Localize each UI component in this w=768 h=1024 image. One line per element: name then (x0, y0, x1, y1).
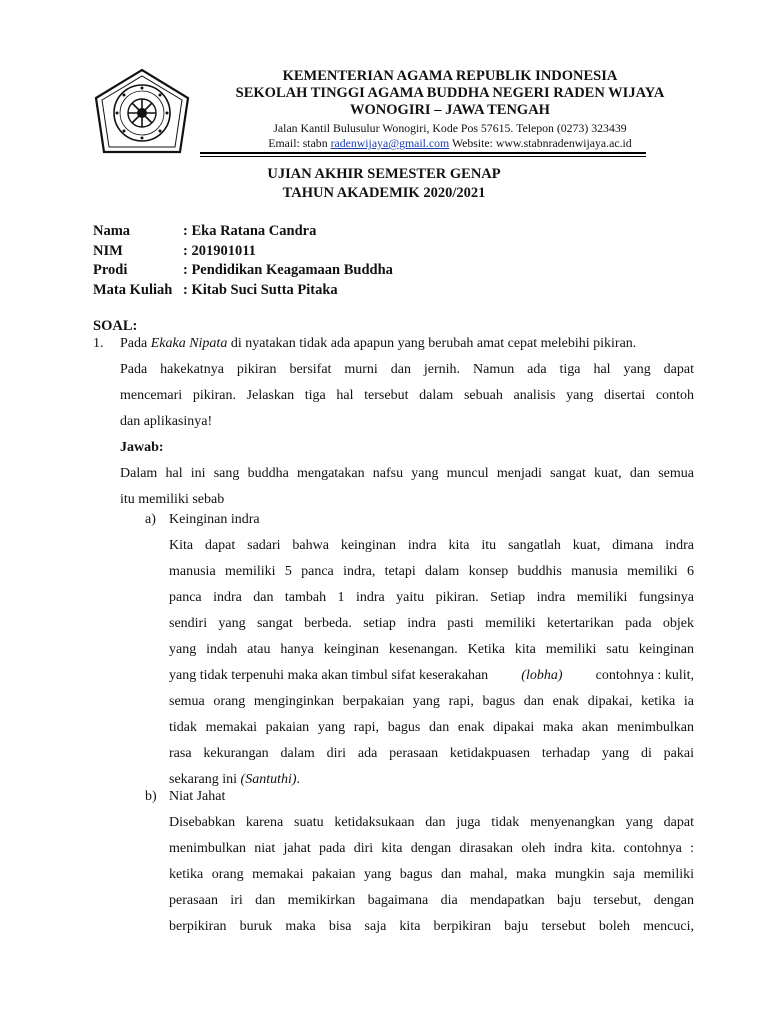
item-b-line: berpikiran buruk maka bisa saja kita berpikiran baju tersebut boleh mencuci, (169, 919, 694, 934)
email-link[interactable]: radenwijaya@gmail.com (330, 136, 450, 150)
item-a-line6-pre: yang tidak terpenuhi maka akan timbul sifat keserakahan (169, 668, 489, 683)
info-value: : Eka Ratana Candra (183, 223, 317, 239)
question-line: mencemari pikiran. Jelaskan tiga hal tersebut dalam sebuah analisis yang disertai contoh (120, 388, 694, 403)
letterhead (200, 68, 700, 151)
info-value: : Pendidikan Keagamaan Buddha (183, 262, 393, 278)
info-label: NIM (93, 242, 123, 259)
item-a-line: yang indah atau hanya keinginan kesenangan. Ketika kita memiliki satu keinginan (169, 642, 694, 657)
question-text-italic: Ekaka Nipata (150, 336, 228, 351)
answer-intro-line: Dalam hal ini sang buddha mengatakan nafsu yang muncul menjadi sangat kuat, dan semua (120, 466, 694, 481)
answer-label: Jawab: (120, 440, 164, 455)
item-a-last-italic: (Santuthi) (240, 772, 297, 787)
question-text (120, 331, 694, 513)
student-info (93, 222, 393, 300)
item-a-line (169, 663, 694, 689)
item-a (169, 507, 694, 793)
item-b-marker: b) (145, 789, 157, 804)
item-a-line: manusia memiliki 5 panca indra, tetapi dalam konsep buddhis manusia memiliki 6 (169, 564, 694, 579)
info-label: Prodi (93, 262, 128, 278)
exam-title-line2: TAHUN AKADEMIK 2020/2021 (282, 185, 486, 201)
item-a-title: Keinginan indra (169, 512, 260, 527)
info-value: : Kitab Suci Sutta Pitaka (183, 281, 338, 298)
info-label: Mata Kuliah (93, 281, 173, 298)
letterhead-rule-thin (200, 156, 646, 157)
institution-name: SEKOLAH TINGGI AGAMA BUDDHA NEGERI RADEN WIJAYA (235, 85, 665, 101)
item-a-line: Kita dapat sadari bahwa keinginan indra kita itu sangatlah kuat, dimana indra (169, 538, 694, 553)
item-a-line: sendiri yang sangat berbeda. setiap indra pasti memiliki ketertarikan pada objek (169, 616, 694, 631)
item-a-line6-italic: (lobha) (521, 668, 563, 683)
item-b-line: perasaan iri dan memikirkan bagaimana dia mendapatkan baju tersebut, dengan (169, 893, 694, 908)
answer-intro-line: itu memiliki sebab (120, 492, 225, 507)
website-text: Website: www.stabnradenwijaya.ac.id (449, 136, 632, 150)
info-row-nim (93, 242, 393, 262)
info-row-course (93, 281, 393, 301)
question-text-post: di nyatakan tidak ada apapun yang berubah amat cepat melebihi pikiran. (227, 336, 637, 351)
item-a-last-pre: sekarang ini (169, 772, 241, 787)
institution-address: Jalan Kantil Bulusulur Wonogiri, Kode Pos 57615. Telepon (0273) 323439 (273, 121, 627, 135)
item-b-line: ketika orang memakai pakaian yang bagus dan mahal, maka mungkin saja memiliki (169, 867, 694, 882)
exam-title-line1: UJIAN AKHIR SEMESTER GENAP (267, 166, 501, 182)
info-label: Nama (93, 223, 131, 239)
ministry-name: KEMENTERIAN AGAMA REPUBLIK INDONESIA (282, 68, 618, 84)
contact-line (200, 136, 700, 151)
item-a-line: tidak memakai pakaian yang rapi, bagus dan enak dipakai maka akan menimbulkan (169, 720, 694, 735)
item-a-marker: a) (145, 512, 156, 527)
info-row-prodi (93, 261, 393, 281)
item-a-line: rasa kekurangan dalam diri ada perasaan ketidakpuasen terhadap yang di pakai (169, 746, 694, 761)
letterhead-rule-thick (200, 152, 646, 154)
institution-location: WONOGIRI – JAWA TENGAH (350, 102, 550, 118)
item-b-line: menimbulkan niat jahat pada diri kita dengan dirasakan oleh indra kita. contohnya : (169, 841, 694, 856)
item-b (169, 784, 694, 940)
item-a-line6-post: contohnya : kulit, (595, 668, 694, 683)
info-row-name (93, 222, 393, 242)
question-line: dan aplikasinya! (120, 414, 213, 429)
item-b-title: Niat Jahat (169, 789, 226, 804)
item-a-line: semua orang menginginkan berpakaian yang rapi, bagus dan enak dipakai, ketika ia (169, 694, 694, 709)
email-prefix: Email: stabn (268, 136, 331, 150)
item-a-line: panca indra dan tambah 1 indra yaitu pikiran. Setiap indra memiliki fungsinya (169, 590, 694, 605)
info-value: : 201901011 (183, 242, 256, 259)
item-a-last-post: . (296, 772, 301, 787)
soal-heading: SOAL: (93, 318, 138, 334)
question-line: Pada hakekatnya pikiran bersifat murni dan jernih. Namun ada tiga hal yang dapat (120, 362, 694, 377)
question-number: 1. (93, 336, 104, 351)
stabn-seal-logo (92, 66, 192, 158)
question-line (120, 331, 694, 357)
question-text-pre: Pada (120, 336, 151, 351)
item-b-line: Disebabkan karena suatu ketidaksukaan dan juga tidak menyenangkan yang dapat (169, 815, 694, 830)
